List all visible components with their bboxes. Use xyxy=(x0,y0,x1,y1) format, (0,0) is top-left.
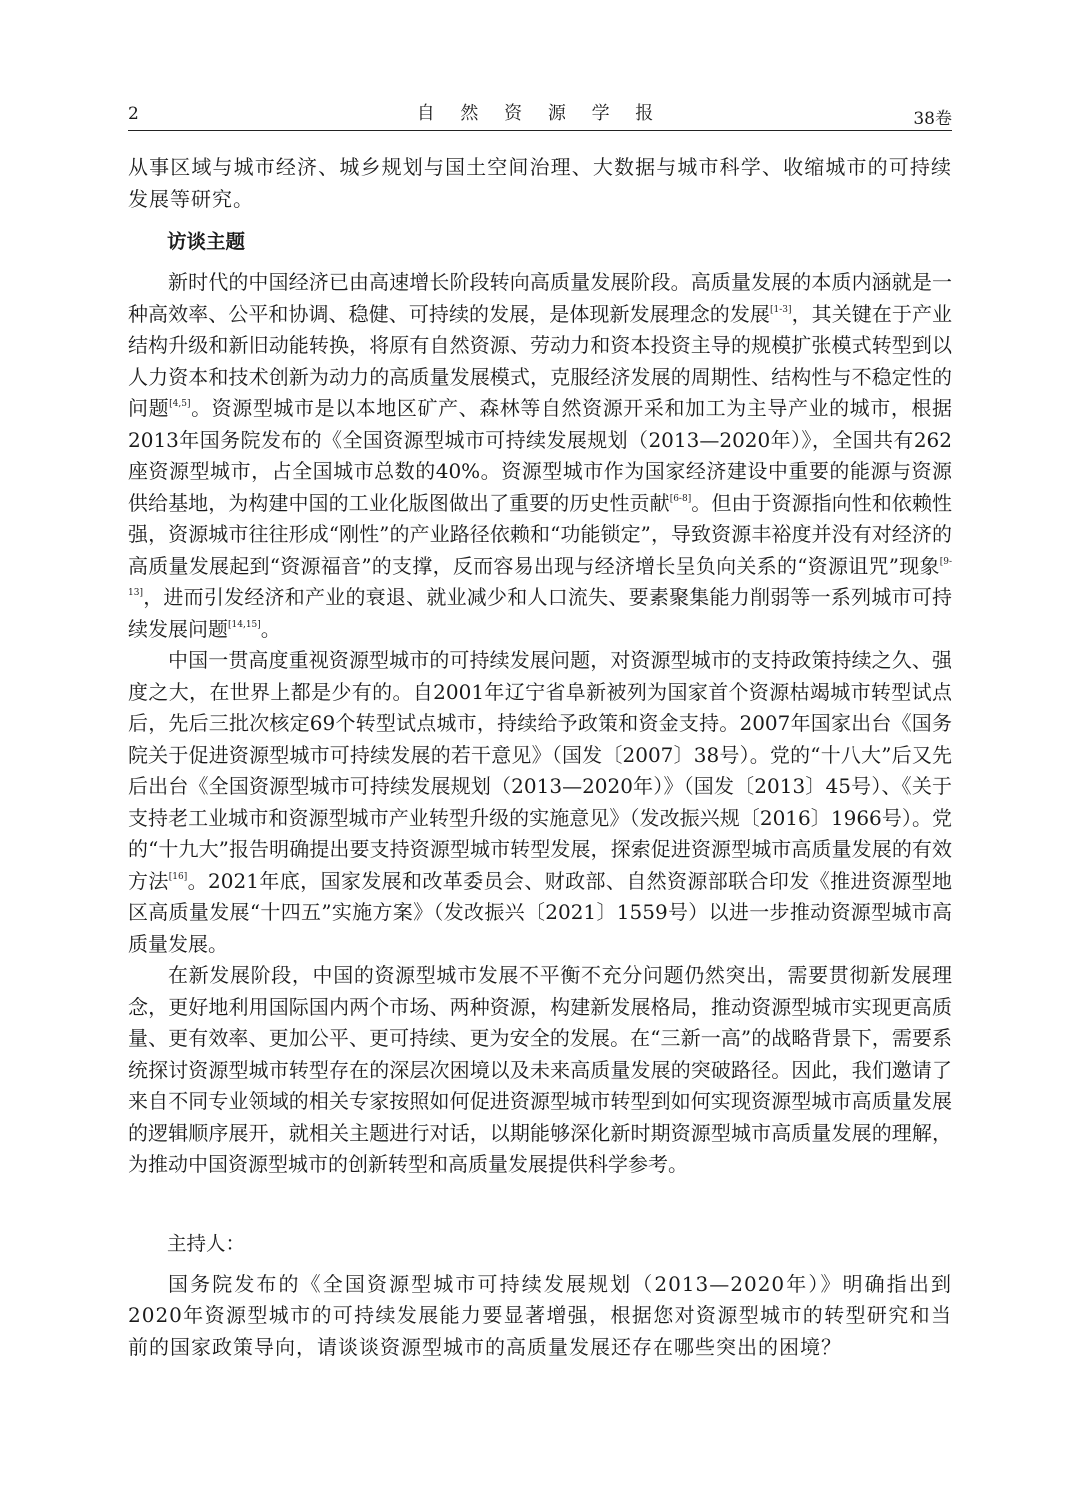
page-number: 2 xyxy=(128,104,139,124)
citation: [16] xyxy=(168,871,188,882)
host-label: 主持人： xyxy=(167,1231,246,1255)
article-body xyxy=(128,152,952,1363)
paragraph-1: 新时代的中国经济已由高速增长阶段转向高质量发展阶段。高质量发展的本质内涵就是一种高效率、公平和协调、稳健、可持续的发展，是体现新发展理念的发展[1-3]，其关键在于产业结构升级和新旧动能转换，将原有自然资源、劳动力和资本投资主导的规模扩张模式转型到以人力资本和技术创新为动力的高质量发展模式，克服经济发展的周期性、结构性与不稳定性的问题[4,5]。资源型城市是以本地区矿产、森林等自然资源开采和加工为主导产业的城市，根据2013年国务院发布的《全国资源型城市可持续发展规划（2013—2020年）》，全国共有262座资源型城市，占全国城市总数的40%。资源型城市作为国家经济建设中重要的能源与资源供给基地，为构建中国的工业化版图做出了重要的历史性贡献[6-8]。但由于资源指向性和依赖性强，资源城市往往形成“刚性”的产业路径依赖和“功能锁定”，导致资源丰裕度并没有对经济的高质量发展起到“资源福音”的支撑，反而容易出现与经济增长呈负向关系的“资源诅咒”现象[9-13]，进而引发经济和产业的衰退、就业减少和人口流失、要素聚集能力削弱等一系列城市可持续发展问题[14,15]。 xyxy=(128,270,953,641)
paragraph-3: 在新发展阶段，中国的资源型城市发展不平衡不充分问题仍然突出，需要贯彻新发展理念，更好地利用国际国内两个市场、两种资源，构建新发展格局，推动资源型城市实现更高质量、更有效率、更加公平、更可持续、更为安全的发展。在“三新一高”的战略背景下，需要系统探讨资源型城市转型存在的深层次困境以及未来高质量发展的突破路径。因此，我们邀请了来自不同专业领域的相关专家按照如何促进资源型城市转型到如何实现资源型城市高质量发展的逻辑顺序展开，就相关主题进行对话，以期能够深化新时期资源型城市高质量发展的理解，为推动中国资源型城市的创新转型和高质量发展提供科学参考。 xyxy=(128,963,952,1176)
citation: [4,5] xyxy=(169,399,191,409)
volume-label: 38卷 xyxy=(913,109,952,129)
section-title: 访谈主题 xyxy=(167,230,246,253)
intro-continuation: 从事区域与城市经济、城乡规划与国土空间治理、大数据与城市科学、收缩城市的可持续发展等研究。 xyxy=(128,155,952,211)
host-question: 国务院发布的《全国资源型城市可持续发展规划（2013—2020年）》明确指出到2020年资源型城市的可持续发展能力要显著增强，根据您对资源型城市的转型研究和当前的国家政策导向，请谈谈资源型城市的高质量发展还存在哪些突出的困境？ xyxy=(128,1271,952,1359)
citation: [9-13] xyxy=(128,556,952,598)
citation: [1-3] xyxy=(770,304,792,315)
running-header xyxy=(128,96,952,131)
journal-title: 自 然 资 源 学 报 xyxy=(416,103,664,124)
citation: [14,15] xyxy=(228,619,261,630)
citation: [6-8] xyxy=(669,493,692,504)
paragraph-2: 中国一贯高度重视资源型城市的可持续发展问题，对资源型城市的支持政策持续之久、强度之大，在世界上都是少有的。自2001年辽宁省阜新被列为国家首个资源枯竭城市转型试点后，先后三批次核定69个转型试点城市，持续给予政策和资金支持。2007年国家出台《国务院关于促进资源型城市可持续发展的若干意见》（国发〔2007〕38号）。党的“十八大”后又先后出台《全国资源型城市可持续发展规划（2013—2020年）》（国发〔2013〕45号）、《关于支持老工业城市和资源型城市产业转型升级的实施意见》（发改振兴规〔2016〕1966号）。党的“十九大”报告明确提出要支持资源型城市转型发展，探索促进资源型城市高质量发展的有效方法[16]。2021年底，国家发展和改革委员会、财政部、自然资源部联合印发《推进资源型地区高质量发展“十四五”实施方案》（发改振兴〔2021〕1559号）以进一步推动资源型城市高质量发展。 xyxy=(128,648,953,956)
